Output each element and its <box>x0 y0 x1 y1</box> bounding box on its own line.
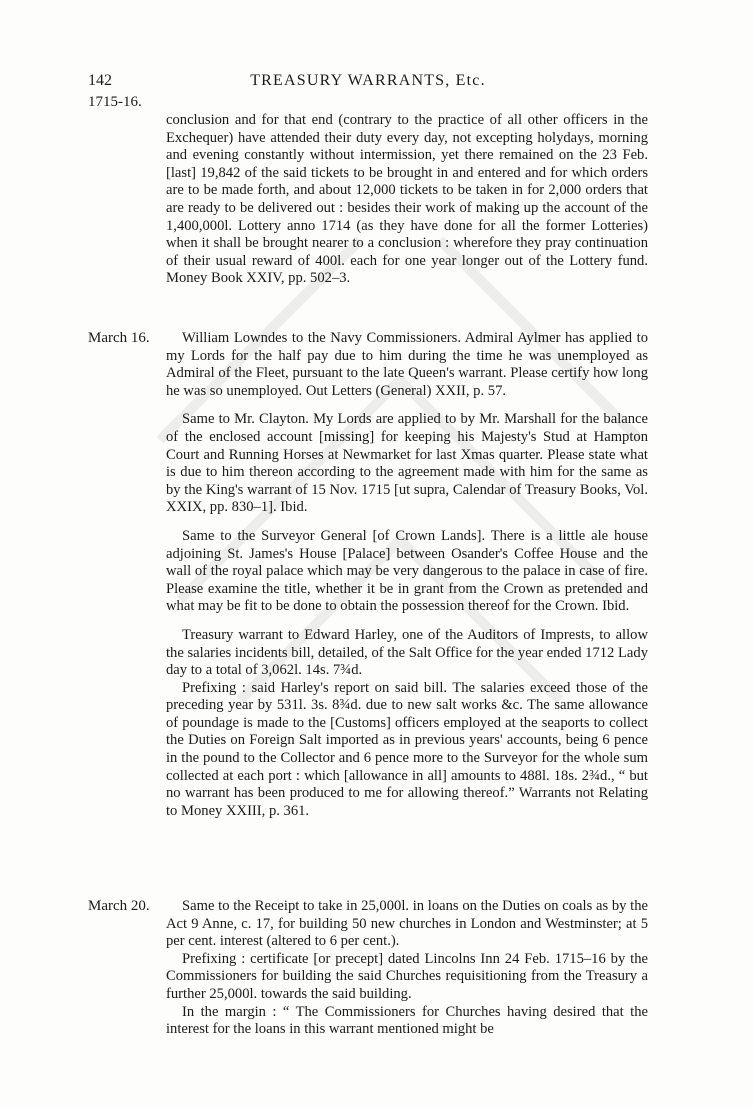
entry-body <box>166 898 648 1039</box>
year-label: 1715-16. <box>88 94 142 110</box>
page-number: 142 <box>88 72 112 89</box>
entry-body <box>166 330 648 820</box>
para-text: Prefixing : said Harley's report on said bill. The salaries exceed those of the preceding year by 531l. 3s. 8¾d. due to new salt works &c. The same allowance of poundage is made to the [Customs] officers employed at the seaports to collect the Duties on Foreign Salt imported as in previous years' accounts, being 6 pence in the pound to the Collector and 6 pence more to the Surveyor for the whole sum collected at each port : which [allowance in all] amounts to 488l. 18s. 2¾d., “ but no warrant has been produced to me for allowing thereof.” Warrants not Relating to Money XXIII, p. 361. <box>166 679 648 819</box>
entry-body <box>166 112 648 288</box>
para-text: Prefixing : certificate [or precept] dated Lincolns Inn 24 Feb. 1715–16 by the Commissioners for building the said Churches requisitioning from the Treasury a further 25,000l. towards the said building. <box>166 950 648 1002</box>
entry-date: March 20. <box>88 898 150 914</box>
para-text: conclusion and for that end (contrary to the practice of all other officers in the Exchequer) have attended their duty every day, not excepting holydays, morning and evening constantly without intermission, yet there remained on the 23 Feb. [last] 19,842 of the said tickets to be brought in and entered and for which orders are to be made forth, and about 12,000 tickets to be taken in for 2,000 orders that are ready to be delivered out : besides their work of making up the account of the 1,400,000l. Lottery anno 1714 (as they have done for all the former Lotteries) when it shall be brought nearer to a conclusion : wherefore they pray continuation of their usual reward of 400l. each for one year longer out of the Lottery fund. Money Book XXIV, pp. 502–3. <box>166 112 648 287</box>
para-text: Same to the Receipt to take in 25,000l. in loans on the Duties on coals as by the Act 9 Anne, c. 17, for building 50 new churches in London and Westminster; at 5 per cent. interest (altered to 6 per cent.). <box>166 898 648 950</box>
running-title: TREASURY WARRANTS, Etc. <box>250 72 486 89</box>
paragraph <box>166 112 648 288</box>
paragraph <box>166 898 648 951</box>
paragraph <box>166 627 648 680</box>
para-text: In the margin : “ The Commissioners for Churches having desired that the interest for the loans in this warrant mentioned might be <box>166 1003 648 1038</box>
paragraph <box>166 411 648 517</box>
paragraph <box>166 330 648 400</box>
para-text: Treasury warrant to Edward Harley, one of the Auditors of Imprests, to allow the salaries incidents bill, detailed, of the Salt Office for the year ended 1712 Lady day to a total of 3,062l. 14s. 7¾d. <box>166 626 648 679</box>
paragraph <box>166 951 648 1004</box>
page-header <box>88 72 648 94</box>
paragraph <box>166 680 648 821</box>
para-text: William Lowndes to the Navy Commissioners. Admiral Aylmer has applied to my Lords for the half pay due to him during the time he was unemployed as Admiral of the Fleet, pursuant to the late Queen's warrant. Please certify how long he was so unemployed. Out Letters (General) XXII, p. 57. <box>166 330 648 399</box>
para-text: Same to Mr. Clayton. My Lords are applied to by Mr. Marshall for the balance of the enclosed account [missing] for keeping his Majesty's Stud at Hampton Court and Running Horses at Newmarket for last Xmas quarter. Please state what is due to him thereon according to the agreement made with him for the same as by the King's warrant of 15 Nov. 1715 [ut supra, Calendar of Treasury Books, Vol. XXIX, pp. 830–1]. Ibid. <box>166 411 648 516</box>
entry-date: March 16. <box>88 330 150 346</box>
paragraph <box>166 528 648 616</box>
para-text: Same to the Surveyor General [of Crown Lands]. There is a little ale house adjoining St. James's House [Palace] between Osander's Coffee House and the wall of the royal palace which may be very dangerous to the palace in case of fire. Please examine the title, whether it be in grant from the Crown as pretended and what may be fit to be done to obtain the possession thereof for the Crown. Ibid. <box>166 527 648 615</box>
paragraph <box>166 1004 648 1039</box>
